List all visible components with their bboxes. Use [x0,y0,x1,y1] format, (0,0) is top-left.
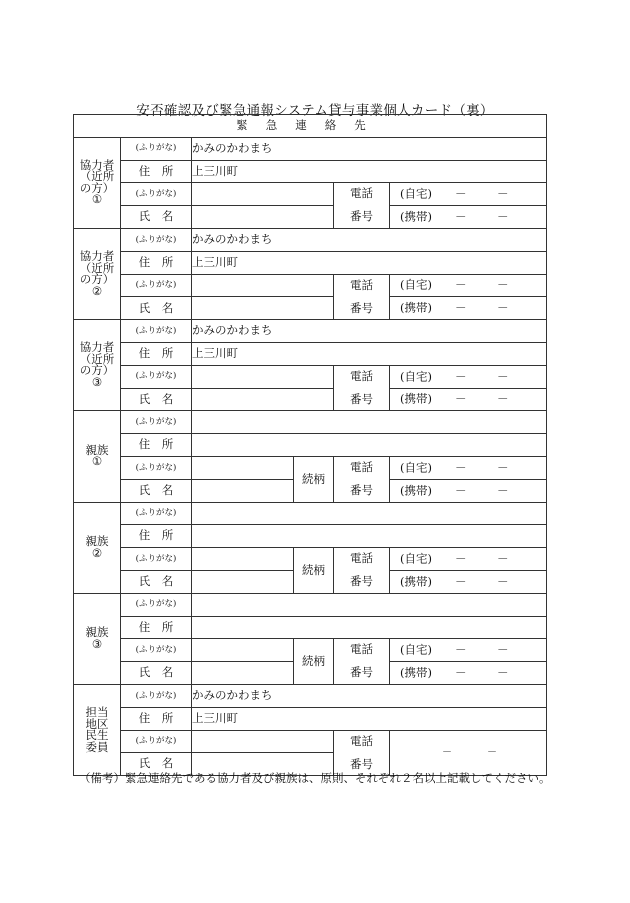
group-label-rel3: 親族 ③ [74,593,121,684]
group-label-coop2: 協力者 （近所 の方） ② [74,228,121,319]
furigana-label: (ふりがな) [121,228,192,251]
phone-label: 電話 番号 [334,183,390,229]
furigana-label: (ふりがな) [121,365,192,388]
name-label: 氏 名 [121,753,192,776]
table-header: 緊急連絡先 [74,115,547,138]
address-field[interactable] [192,525,547,548]
address-field[interactable]: 上三川町 [192,707,547,730]
group-label-rel1: 親族 ① [74,411,121,502]
name-kana-field[interactable] [192,274,334,297]
name-label: 氏 名 [121,206,192,229]
name-kana-field[interactable] [192,730,334,753]
home-phone-field[interactable]: (自宅) － － [390,456,547,479]
address-label: 住 所 [121,160,192,183]
mobile-phone-field[interactable]: (携帯) － － [390,388,547,411]
mobile-phone-field[interactable]: (携帯) － － [390,662,547,685]
address-label: 住 所 [121,525,192,548]
furigana-label: (ふりがな) [121,684,192,707]
phone-label: 電話 番号 [334,730,390,776]
address-kana-field[interactable]: かみのかわまち [192,684,547,707]
name-kana-field[interactable] [192,456,294,479]
emergency-contact-table [73,114,547,776]
name-field[interactable] [192,570,294,593]
mobile-phone-field[interactable]: (携帯) － － [390,570,547,593]
name-label: 氏 名 [121,479,192,502]
name-label: 氏 名 [121,297,192,320]
furigana-label: (ふりがな) [121,411,192,434]
phone-label: 電話 番号 [334,548,390,594]
name-kana-field[interactable] [192,183,334,206]
home-phone-field[interactable]: (自宅) － － [390,365,547,388]
furigana-label: (ふりがな) [121,502,192,525]
home-phone-field[interactable]: (自宅) － － [390,183,547,206]
address-kana-field[interactable]: かみのかわまち [192,137,547,160]
address-label: 住 所 [121,707,192,730]
group-label-coop3: 協力者 （近所 の方） ③ [74,320,121,411]
address-field[interactable] [192,434,547,457]
phone-label: 電話 番号 [334,639,390,685]
name-kana-field[interactable] [192,365,334,388]
relation-label: 続柄 [294,639,334,685]
furigana-label: (ふりがな) [121,730,192,753]
name-label: 氏 名 [121,662,192,685]
furigana-label: (ふりがな) [121,320,192,343]
page-title: 安否確認及び緊急通報システム貸与事業個人カード（裏） [136,103,494,119]
address-kana-field[interactable]: かみのかわまち [192,320,547,343]
name-field[interactable] [192,388,334,411]
home-phone-field[interactable]: (自宅) － － [390,274,547,297]
phone-label: 電話 番号 [334,456,390,502]
mobile-phone-field[interactable]: (携帯) － － [390,297,547,320]
address-field[interactable]: 上三川町 [192,251,547,274]
address-kana-field[interactable] [192,502,547,525]
name-field[interactable] [192,662,294,685]
address-kana-field[interactable] [192,593,547,616]
group-label-coop1: 協力者 （近所 の方） ① [74,137,121,228]
address-label: 住 所 [121,342,192,365]
furigana-label: (ふりがな) [121,593,192,616]
home-phone-field[interactable]: (自宅) － － [390,639,547,662]
name-label: 氏 名 [121,570,192,593]
name-label: 氏 名 [121,388,192,411]
home-phone-field[interactable]: (自宅) － － [390,548,547,571]
mobile-phone-field[interactable]: (携帯) － － [390,206,547,229]
furigana-label: (ふりがな) [121,639,192,662]
address-field[interactable]: 上三川町 [192,342,547,365]
name-field[interactable] [192,206,334,229]
name-field[interactable] [192,297,334,320]
furigana-label: (ふりがな) [121,137,192,160]
name-kana-field[interactable] [192,639,294,662]
relation-label: 続柄 [294,548,334,594]
address-field[interactable]: 上三川町 [192,160,547,183]
group-label-rel2: 親族 ② [74,502,121,593]
address-label: 住 所 [121,616,192,639]
address-kana-field[interactable] [192,411,547,434]
group-label-minsei: 担当 地区 民生 委員 [74,684,121,775]
furigana-label: (ふりがな) [121,548,192,571]
phone-label: 電話 番号 [334,365,390,411]
phone-label: 電話 番号 [334,274,390,320]
address-label: 住 所 [121,434,192,457]
relation-label: 続柄 [294,456,334,502]
address-kana-field[interactable]: かみのかわまち [192,228,547,251]
furigana-label: (ふりがな) [121,456,192,479]
address-label: 住 所 [121,251,192,274]
furigana-label: (ふりがな) [121,274,192,297]
remarks-note: （備考）緊急連絡先である協力者及び親族は、原則、それぞれ２名以上記載してください。 [79,771,551,785]
furigana-label: (ふりがな) [121,183,192,206]
mobile-phone-field[interactable]: (携帯) － － [390,479,547,502]
phone-field[interactable]: － － [390,730,547,776]
address-field[interactable] [192,616,547,639]
name-field[interactable] [192,479,294,502]
name-kana-field[interactable] [192,548,294,571]
